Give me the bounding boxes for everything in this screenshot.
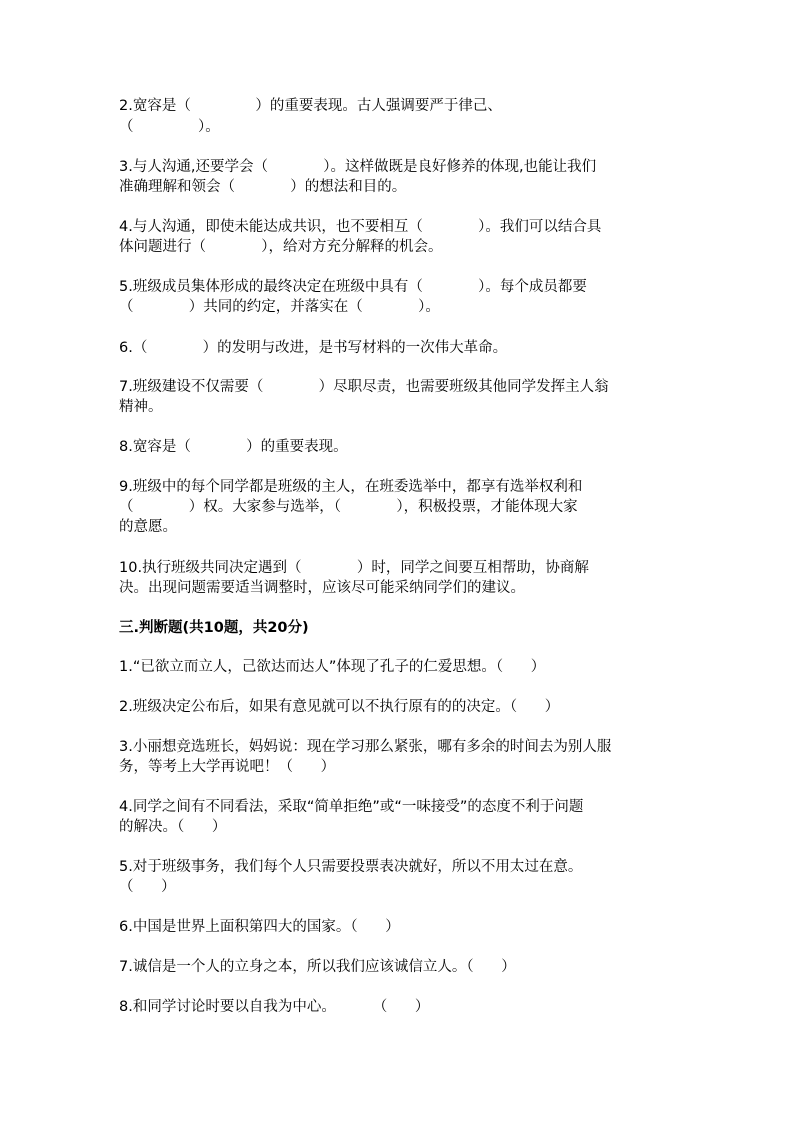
judge-3-line-1: 3.小丽想竞选班长，妈妈说：现在学习那么紧张，哪有多余的时间去为别人服 xyxy=(119,739,612,755)
judge-1-line-1: 1.“已欲立而立人，己欲达而达人”体现了孔子的仁爱思想。（ ） xyxy=(119,659,546,675)
question-5-line-1: 5.班级成员集体形成的最终决定在班级中具有（ ）。每个成员都要 xyxy=(119,279,587,295)
judge-5-line-1: 5.对于班级事务，我们每个人只需要投票表决就好，所以不用太过在意。 xyxy=(119,859,583,875)
question-9-line-1: 9.班级中的每个同学都是班级的主人，在班委选举中，都享有选举权利和 xyxy=(119,479,583,495)
judge-4-line-2: 的解决。（ ） xyxy=(119,819,227,835)
judge-2-line-1: 2.班级决定公布后，如果有意见就可以不执行原有的的决定。（ ） xyxy=(119,699,560,715)
judge-3-line-2: 务，等考上大学再说吧！（ ） xyxy=(119,759,336,775)
judge-8-line-1: 8.和同学讨论时要以自我为中心。 （ ） xyxy=(119,999,430,1015)
judge-6-line-1: 6.中国是世界上面积第四大的国家。（ ） xyxy=(119,919,400,935)
section-3-title: 三.判断题(共10题，共20分) xyxy=(119,620,309,636)
question-2-line-1: 2.宽容是（ ）的重要表现。古人强调要严于律己、 xyxy=(119,98,502,114)
judge-4-line-1: 4.同学之间有不同看法，采取“简单拒绝”或“一味接受”的态度不利于问题 xyxy=(119,799,584,815)
question-3-line-1: 3.与人沟通,还要学会（ ）。这样做既是良好修养的体现,也能让我们 xyxy=(119,159,597,175)
question-7-line-2: 精神。 xyxy=(119,399,163,415)
question-2-line-2: （ ）。 xyxy=(119,119,220,135)
question-3-line-2: 准确理解和领会（ ）的想法和目的。 xyxy=(119,179,407,195)
question-4-line-1: 4.与人沟通，即使未能达成共识，也不要相互（ ）。我们可以结合具 xyxy=(119,219,602,235)
judge-5-line-2: （ ） xyxy=(119,879,176,895)
question-4-line-2: 体问题进行（ ），给对方充分解释的机会。 xyxy=(119,239,443,255)
question-7-line-1: 7.班级建设不仅需要（ ）尽职尽责，也需要班级其他同学发挥主人翁 xyxy=(119,379,609,395)
question-9-line-3: 的意愿。 xyxy=(119,519,177,535)
question-10-line-1: 10.执行班级共同决定遇到（ ）时，同学之间要互相帮助，协商解 xyxy=(119,560,589,576)
question-10-line-2: 决。出现问题需要适当调整时，应该尽可能采纳同学们的建议。 xyxy=(119,580,525,596)
question-6-line-1: 6.（ ）的发明与改进，是书写材料的一次伟大革命。 xyxy=(119,340,508,356)
question-8-line-1: 8.宽容是（ ）的重要表现。 xyxy=(119,439,348,455)
judge-7-line-1: 7.诚信是一个人的立身之本，所以我们应该诚信立人。（ ） xyxy=(119,959,516,975)
question-9-line-2: （ ）权。大家参与选举，（ ），积极投票，才能体现大家 xyxy=(119,499,578,515)
question-5-line-2: （ ）共同的约定，并落实在（ ）。 xyxy=(119,299,440,315)
